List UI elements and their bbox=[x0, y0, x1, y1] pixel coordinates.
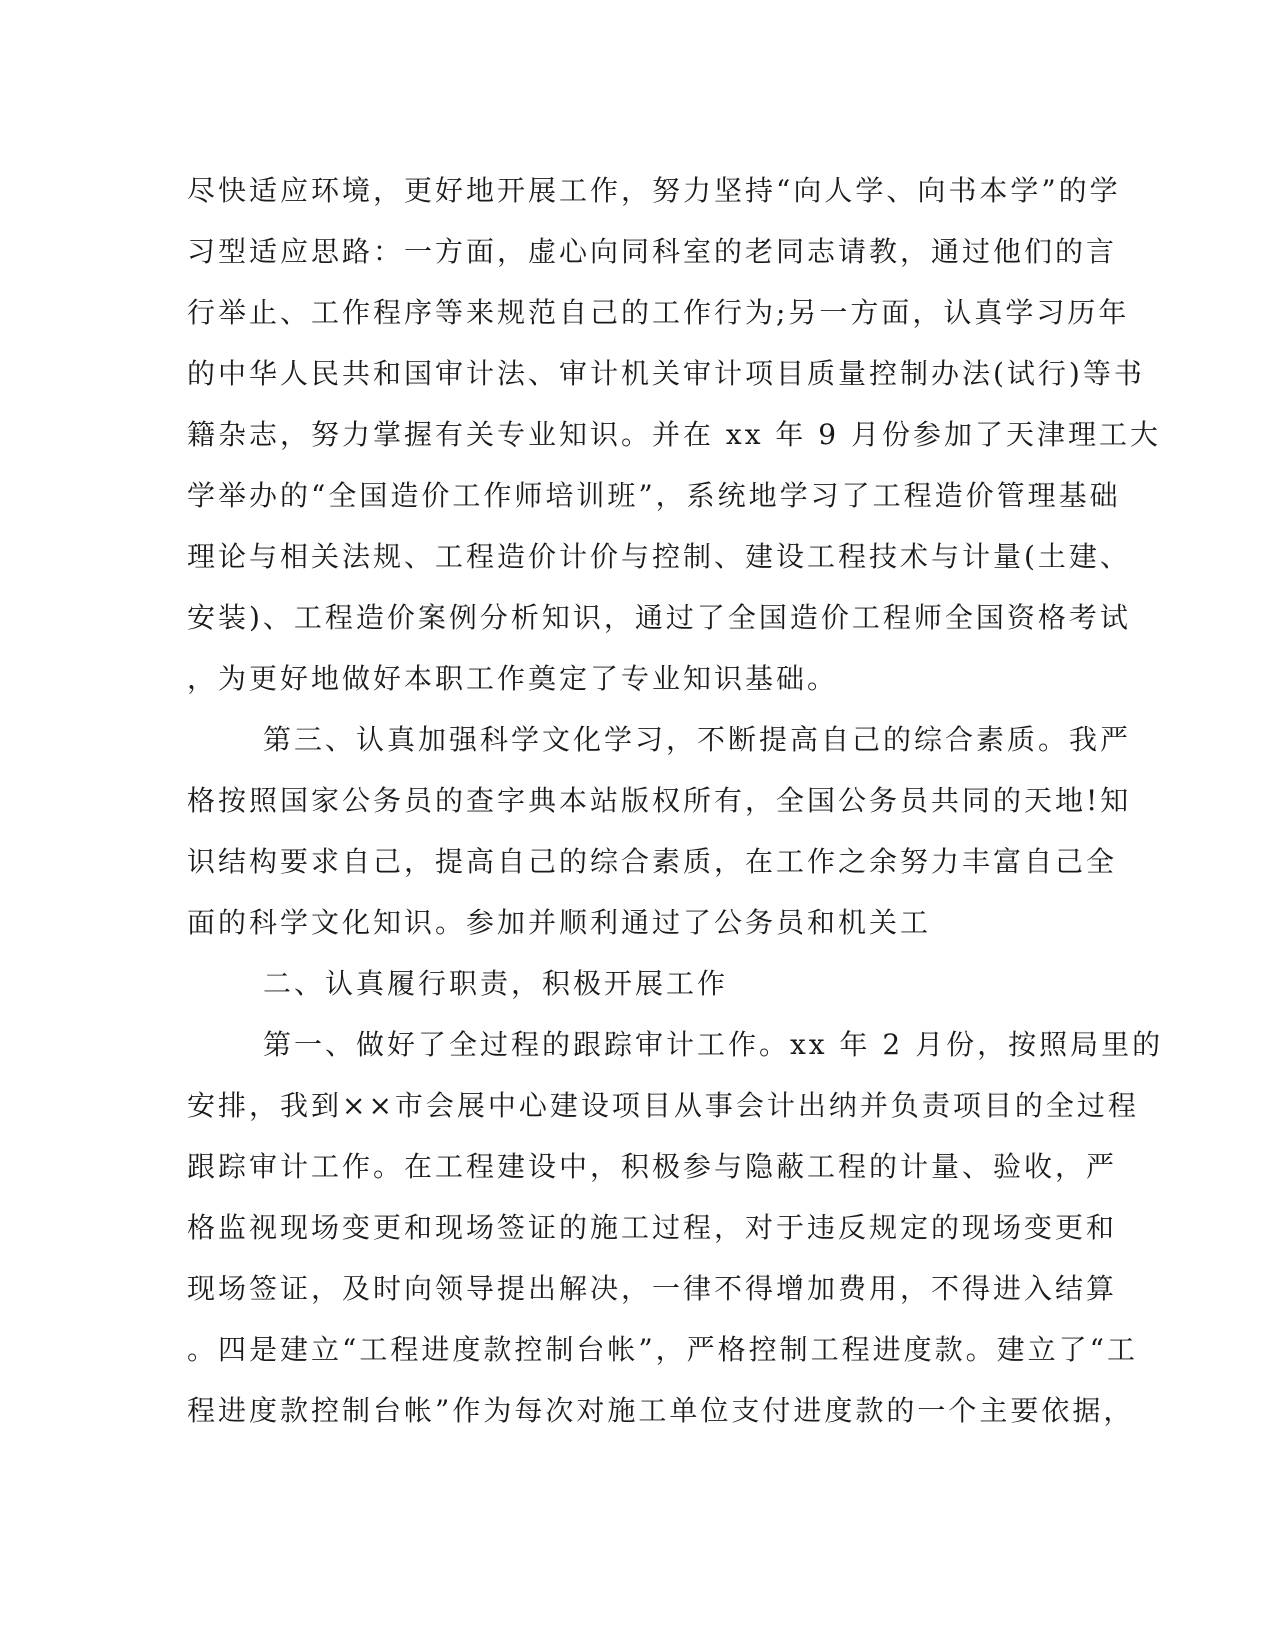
paragraph-first-line: 第一、做好了全过程的跟踪审计工作。xx 年 2 月份，按照局里的 bbox=[263, 1028, 1164, 1061]
text-line: 格按照国家公务员的查字典本站版权所有，全国公务员共同的天地!知 bbox=[187, 784, 1132, 817]
text-line: 格监视现场变更和现场签证的施工过程，对于违反规定的现场变更和 bbox=[187, 1211, 1118, 1244]
text-line: 程进度款控制台帐”作为每次对施工单位支付进度款的一个主要依据， bbox=[187, 1394, 1135, 1427]
text-line: 安装)、工程造价案例分析知识，通过了全国造价工程师全国资格考试 bbox=[187, 601, 1131, 634]
text-line: 理论与相关法规、工程造价计价与控制、建设工程技术与计量(土建、 bbox=[187, 540, 1131, 573]
body-text bbox=[187, 160, 1164, 1441]
text-line: 行举止、工作程序等来规范自己的工作行为;另一方面，认真学习历年 bbox=[187, 296, 1130, 329]
text-line: 跟踪审计工作。在工程建设中，积极参与隐蔽工程的计量、验收，严 bbox=[187, 1150, 1118, 1183]
text-line: 安排，我到××市会展中心建设项目从事会计出纳并负责项目的全过程 bbox=[187, 1089, 1139, 1122]
section-heading: 二、认真履行职责，积极开展工作 bbox=[263, 967, 729, 1000]
text-line: 面的科学文化知识。参加并顺利通过了公务员和机关工 bbox=[187, 906, 932, 939]
paragraph-first-line: 第三、认真加强科学文化学习，不断提高自己的综合素质。我严 bbox=[263, 723, 1132, 756]
text-line: 识结构要求自己，提高自己的综合素质，在工作之余努力丰富自己全 bbox=[187, 845, 1118, 878]
text-line: ，为更好地做好本职工作奠定了专业知识基础。 bbox=[187, 662, 839, 695]
text-line: 学举办的“全国造价工作师培训班”，系统地学习了工程造价管理基础 bbox=[187, 479, 1121, 512]
text-line: 籍杂志，努力掌握有关专业知识。并在 xx 年 9 月份参加了天津理工大 bbox=[187, 418, 1162, 451]
text-line: 习型适应思路：一方面，虚心向同科室的老同志请教，通过他们的言 bbox=[187, 235, 1118, 268]
text-line: 。四是建立“工程进度款控制台帐”，严格控制工程进度款。建立了“工 bbox=[187, 1333, 1138, 1366]
text-line: 现场签证，及时向领导提出解决，一律不得增加费用，不得进入结算 bbox=[187, 1272, 1118, 1305]
text-line: 的中华人民共和国审计法、审计机关审计项目质量控制办法(试行)等书 bbox=[187, 357, 1145, 390]
text-line: 尽快适应环境，更好地开展工作，努力坚持“向人学、向书本学”的学 bbox=[187, 174, 1121, 207]
